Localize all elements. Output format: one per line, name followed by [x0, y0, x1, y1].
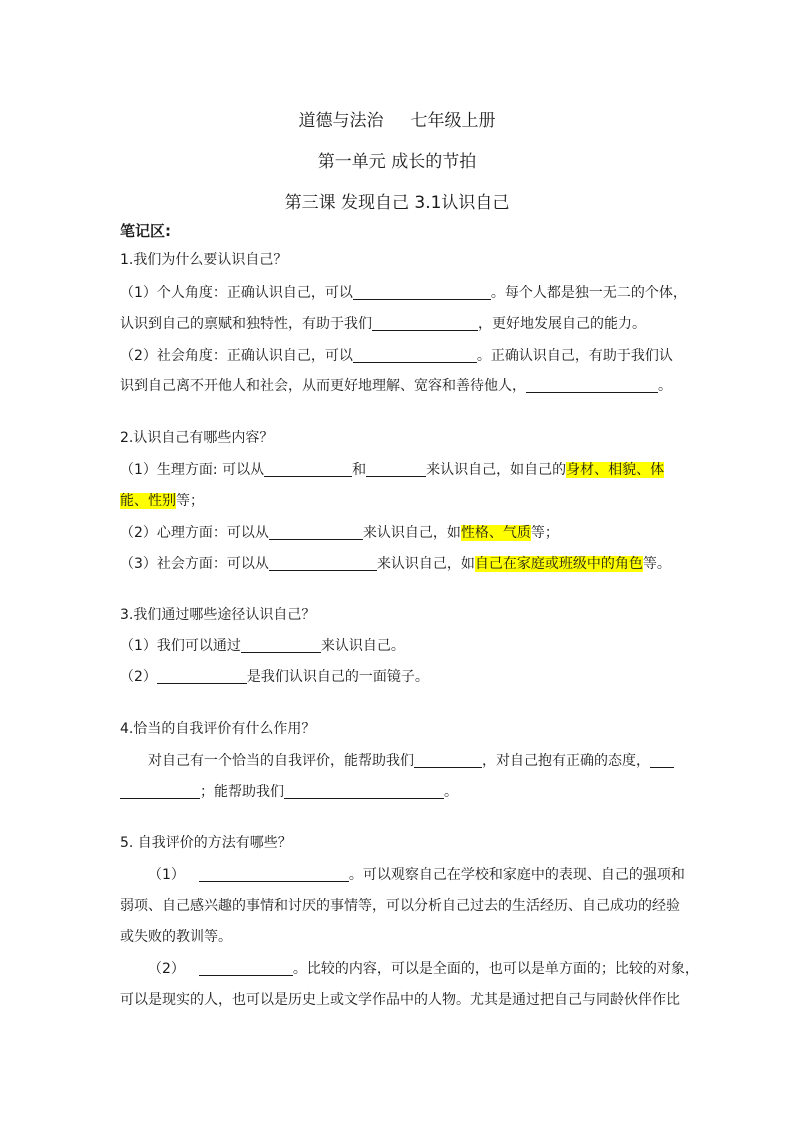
q5-line3: 或失败的教训等。	[120, 929, 232, 945]
lesson-title: 第三课 发现自己 3.1认识自己	[284, 193, 510, 213]
page-title: 道德与法治 七年级上册	[298, 111, 496, 131]
q2-heading: 2.认识自己有哪些内容？	[120, 430, 274, 446]
q5-line2: 弱项、自己感兴趣的事情和讨厌的事情等，可以分析自己过去的生活经历、自己成功的经验	[120, 898, 680, 914]
q5-line4: （2） 。比较的内容，可以是全面的，也可以是单方面的；比较的对象，	[148, 961, 699, 977]
q1-line3: （2）社会角度：正确认识自己，可以 。正确认识自己，有助于我们认	[120, 348, 673, 364]
notes-label: 笔记区:	[120, 222, 171, 240]
q2-line1: （1）生理方面: 可以从 和 来认识自己，如自己的身材、相貌、体	[120, 462, 665, 478]
answer-blank[interactable]	[264, 462, 352, 477]
q5-line5: 可以是现实的人，也可以是历史上或文学作品中的人物。尤其是通过把自己与同龄伙伴作比	[120, 992, 680, 1008]
answer-blank[interactable]	[284, 784, 444, 799]
q4-heading: 4.恰当的自我评价有什么作用？	[120, 721, 316, 737]
q2-line2: 能、性别等；	[120, 493, 204, 509]
q3-line2: （2） 是我们认识自己的一面镜子。	[120, 669, 429, 685]
answer-blank[interactable]	[526, 378, 658, 393]
highlight-text: 性格、气质	[460, 525, 531, 541]
q1-line1: （1）个人角度：正确认识自己，可以 。每个人都是独一无二的个体，	[120, 285, 687, 301]
q4-line2: ；能帮助我们 。	[120, 781, 458, 801]
answer-blank[interactable]	[120, 784, 200, 799]
answer-blank[interactable]	[241, 638, 321, 653]
q2-line4: （3）社会方面：可以从 来认识自己，如自己在家庭或班级中的角色等。	[120, 556, 671, 572]
q5-line1: （1） 。可以观察自己在学校和家庭中的表现、自己的强项和	[148, 867, 685, 883]
answer-blank[interactable]	[414, 753, 482, 768]
answer-blank[interactable]	[157, 669, 247, 684]
answer-blank[interactable]	[372, 316, 478, 331]
answer-blank[interactable]	[269, 525, 363, 540]
answer-blank[interactable]	[650, 753, 674, 768]
q3-heading: 3.我们通过哪些途径认识自己？	[120, 607, 316, 623]
answer-blank[interactable]	[199, 867, 349, 882]
q4-line1: 对自己有一个恰当的自我评价，能帮助我们 ，对自己抱有正确的态度，	[148, 750, 674, 770]
answer-blank[interactable]	[366, 462, 426, 477]
answer-blank[interactable]	[199, 961, 293, 976]
q3-line1: （1）我们可以通过 来认识自己。	[120, 638, 405, 654]
answer-blank[interactable]	[353, 348, 477, 363]
unit-title: 第一单元 成长的节拍	[317, 152, 477, 172]
answer-blank[interactable]	[353, 285, 491, 300]
highlight-text: 身材、相貌、体	[566, 462, 665, 478]
q1-line2: 认识到自己的禀赋和独特性，有助于我们 ，更好地发展自己的能力。	[120, 316, 646, 332]
answer-blank[interactable]	[269, 556, 377, 571]
q5-heading: 5. 自我评价的方法有哪些？	[120, 835, 292, 851]
q1-line4: 识到自己离不开他人和社会，从而更好地理解、宽容和善待他人， 。	[120, 378, 672, 394]
highlight-text: 能、性别	[120, 493, 176, 509]
q2-line3: （2）心理方面：可以从 来认识自己，如性格、气质等；	[120, 525, 559, 541]
q1-heading: 1.我们为什么要认识自己？	[120, 252, 288, 268]
highlight-text: 自己在家庭或班级中的角色	[474, 556, 643, 572]
